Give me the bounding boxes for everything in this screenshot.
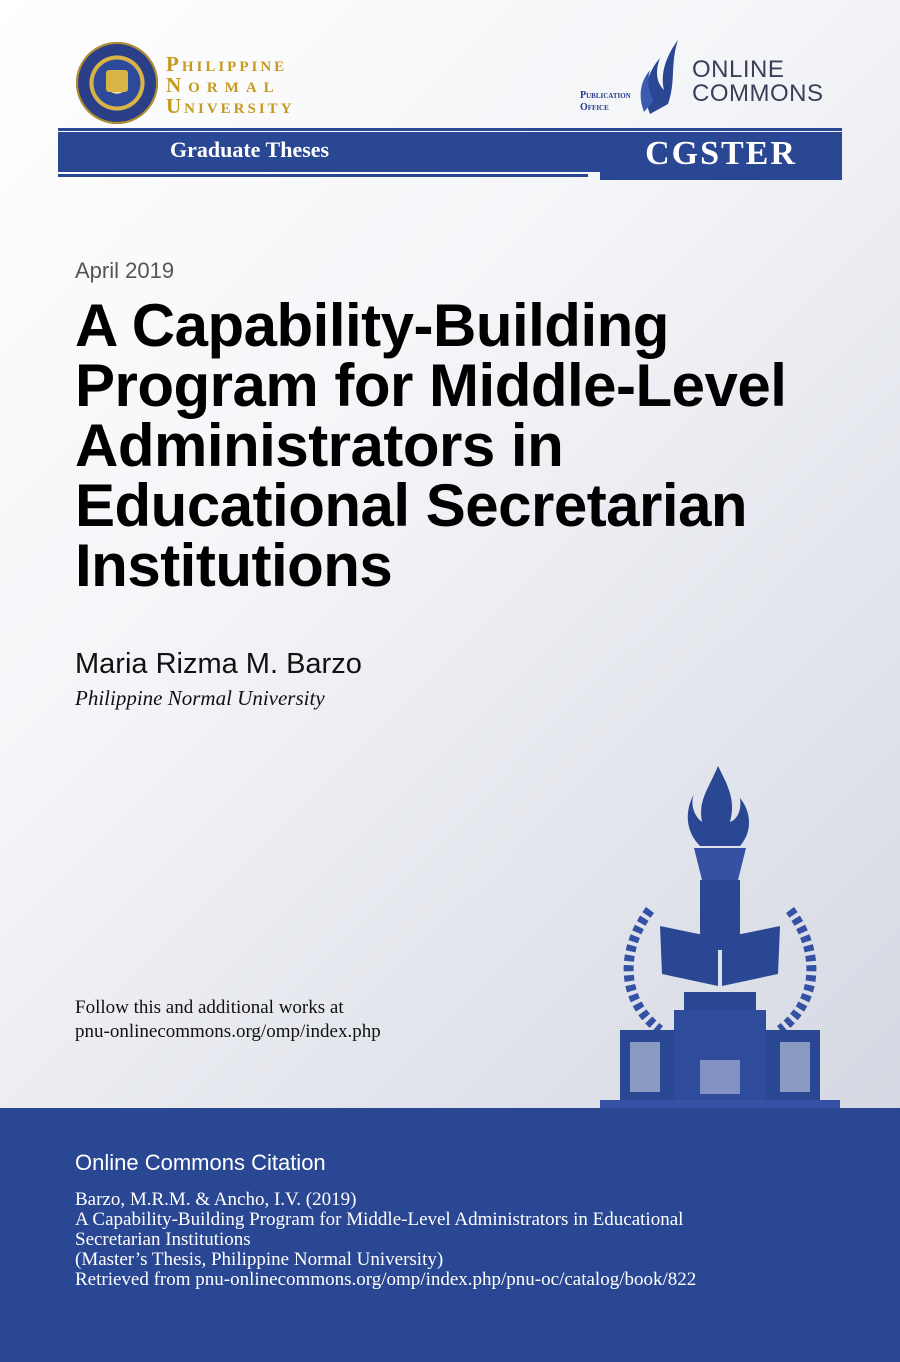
follow-line-1: Follow this and additional works at: [75, 997, 344, 1018]
university-name-line-1: Philippine: [166, 52, 288, 76]
university-seal-icon: [76, 42, 158, 124]
citation-line-1: Barzo, M.R.M. & Ancho, I.V. (2019): [75, 1189, 357, 1210]
section-label: Graduate Theses: [170, 137, 330, 162]
publication-office-label: [580, 90, 631, 114]
header-rule-bottom: [58, 174, 588, 177]
author-name: Maria Rizma M. Barzo: [75, 648, 362, 680]
commons-word: COMMONS: [692, 80, 824, 107]
author-affiliation: Philippine Normal University: [75, 686, 325, 710]
document-title: A Capability-Building Program for Middle-Level Administrators in Educational Secretarian Institutions: [75, 292, 787, 599]
university-name-line-3: University: [166, 94, 295, 118]
publication-date: April 2019: [75, 258, 175, 283]
citation-text: [75, 1190, 696, 1290]
citation-line-5[interactable]: Retrieved from pnu-onlinecommons.org/omp/index.php/pnu-oc/catalog/book/822: [75, 1269, 697, 1290]
university-name-line-2: Normal: [166, 73, 281, 97]
citation-heading: Online Commons Citation: [75, 1150, 326, 1175]
header-rule-top: [58, 128, 842, 131]
follow-text: [75, 996, 381, 1044]
citation-line-3: Secretarian Institutions: [75, 1229, 251, 1250]
follow-link[interactable]: pnu-onlinecommons.org/omp/index.php: [75, 1021, 381, 1042]
publication-line: Publication: [580, 90, 631, 101]
torch-monument-icon: [590, 760, 850, 1130]
citation-line-2: A Capability-Building Program for Middle-Level Administrators in Educational: [75, 1209, 684, 1230]
university-name: [166, 54, 295, 117]
cgster-badge: CGSTER: [600, 132, 842, 180]
online-word: ONLINE: [692, 56, 785, 83]
citation-line-4: (Master’s Thesis, Philippine Normal University): [75, 1249, 444, 1270]
online-commons-wordmark: [692, 58, 824, 106]
office-line: Office: [580, 102, 609, 113]
